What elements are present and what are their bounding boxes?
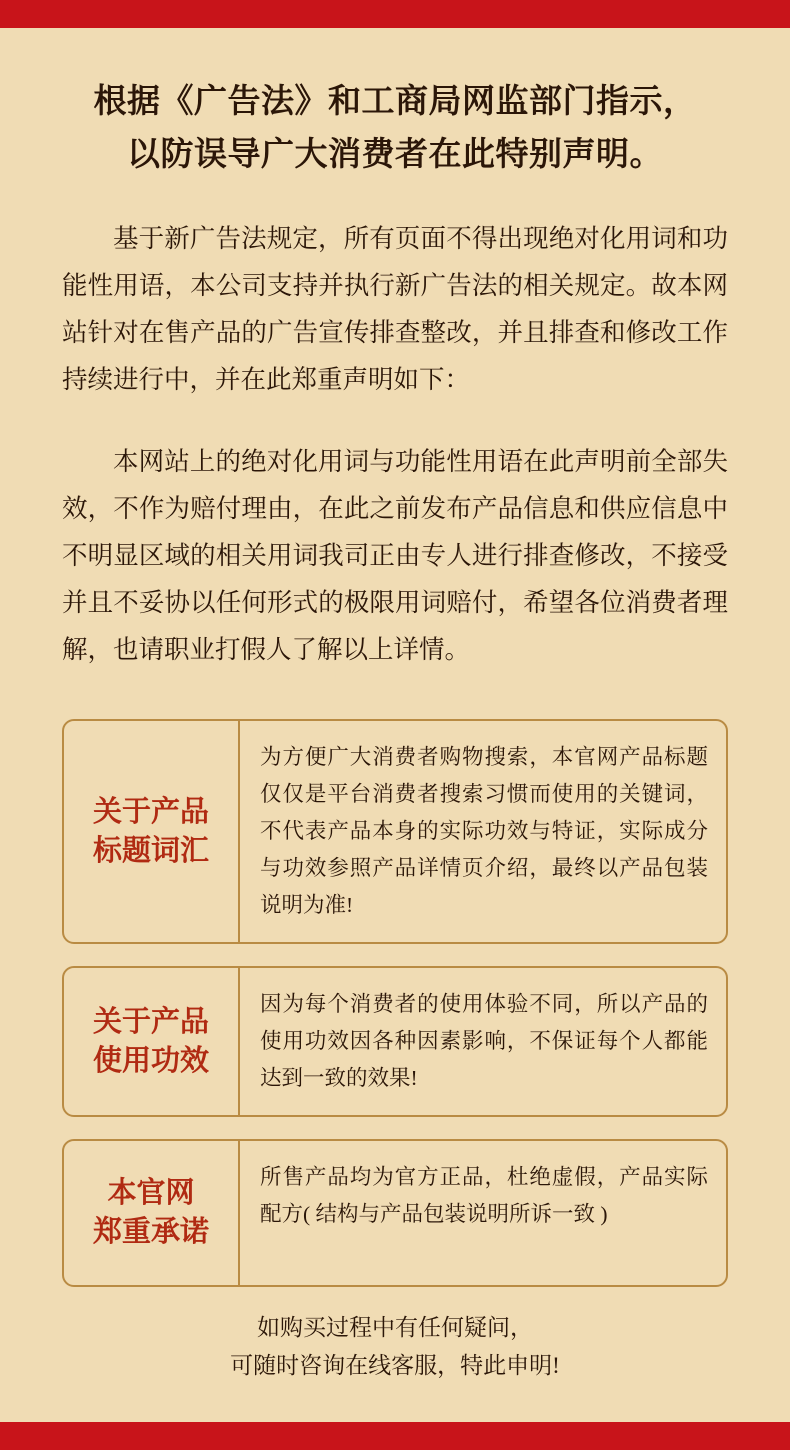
notice-card-body: 为方便广大消费者购物搜索，本官网产品标题仅仅是平台消费者搜索习惯而使用的关键词，不代表产品本身的实际功效与特证，实际成分与功效参照产品详情页介绍，最终以产品包装说明为准! bbox=[260, 745, 708, 918]
notice-card-body: 因为每个消费者的使用体验不同，所以产品的使用功效因各种因素影响，不保证每个人都能达到一致的效果! bbox=[260, 992, 708, 1091]
notice-card-promise bbox=[62, 1139, 728, 1287]
notice-card-product-title bbox=[62, 719, 728, 944]
notice-card-title bbox=[64, 1141, 240, 1285]
notice-card-list bbox=[62, 719, 728, 1287]
footer-note-line-2: 可随时咨询在线客服，特此申明! bbox=[230, 1353, 560, 1379]
notice-card-title-line-2: 使用功效 bbox=[92, 1044, 209, 1077]
notice-card-title bbox=[64, 968, 240, 1115]
top-red-band bbox=[0, 0, 790, 28]
notice-card-title-line-1: 关于产品 bbox=[92, 1005, 209, 1038]
notice-card-title-line-2: 标题词汇 bbox=[92, 834, 209, 867]
notice-card-body: 所售产品均为官方正品，杜绝虚假，产品实际配方( 结构与产品包装说明所诉一致 ) bbox=[260, 1165, 708, 1227]
statement-paragraph-2: 本网站上的绝对化用词与功能性用语在此声明前全部失效，不作为赔付理由，在此之前发布产品信息和供应信息中不明显区域的相关用词我司正由专人进行排查修改，不接受并且不妥协以任何形式的极限用词赔付，希望各位消费者理解，也请职业打假人了解以上详情。 bbox=[62, 446, 728, 665]
bottom-red-band bbox=[0, 1422, 790, 1450]
page-title-line-1: 根据《广告法》和工商局网监部门指示， bbox=[93, 84, 697, 120]
notice-card-title-line-2: 郑重承诺 bbox=[92, 1216, 209, 1249]
footer-note-line-1: 如购买过程中有任何疑问， bbox=[257, 1315, 533, 1341]
page-title bbox=[62, 28, 728, 183]
notice-card-title-line-1: 关于产品 bbox=[92, 795, 209, 828]
notice-card-title-line-1: 本官网 bbox=[107, 1177, 195, 1210]
notice-card-product-effect bbox=[62, 966, 728, 1117]
notice-card-title bbox=[64, 721, 240, 942]
page-title-line-2: 以防误导广大消费者在此特别声明。 bbox=[127, 137, 663, 174]
statement-paragraph-1: 基于新广告法规定，所有页面不得出现绝对化用词和功能性用语，本公司支持并执行新广告法的相关规定。故本网站针对在售产品的广告宣传排查整改，并且排查和修改工作持续进行中，并在此郑重声明如下： bbox=[62, 223, 728, 395]
declaration-sheet bbox=[0, 28, 790, 1422]
footer-note bbox=[62, 1309, 728, 1385]
